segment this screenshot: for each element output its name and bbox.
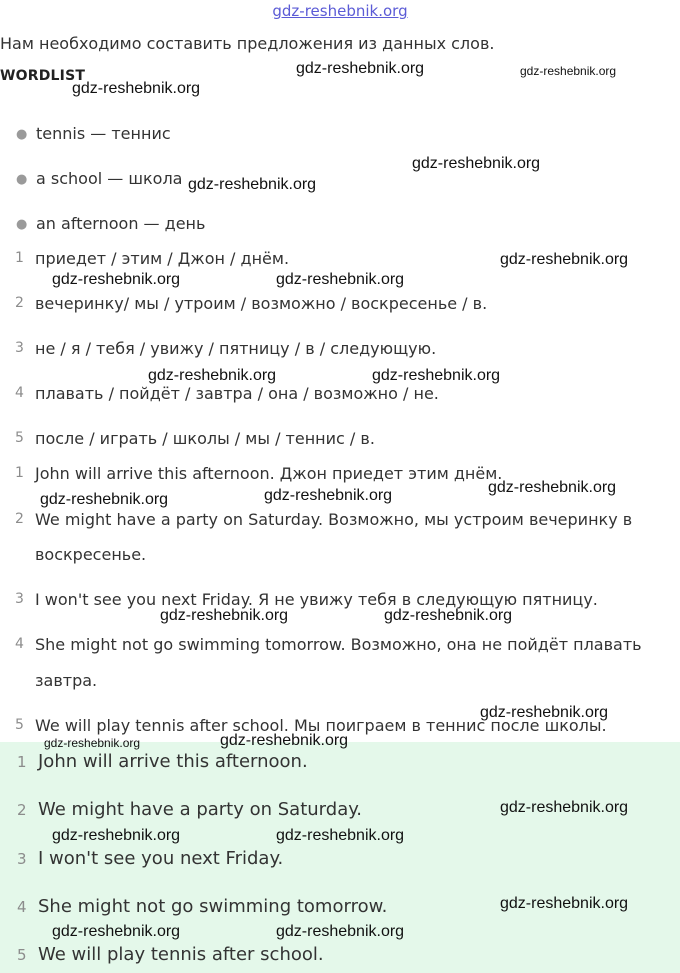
- watermark: gdz-reshebnik.org: [52, 923, 181, 940]
- watermark: gdz-reshebnik.org: [296, 60, 425, 77]
- translation-line: She might not go swimming tomorrow. Возможно, она не пойдёт плавать: [35, 635, 642, 654]
- watermark: gdz-reshebnik.org: [412, 155, 541, 172]
- item-number: 3: [17, 850, 27, 868]
- watermark: gdz-reshebnik.org: [52, 827, 181, 844]
- item-number: 1: [15, 250, 24, 266]
- item-number: 5: [15, 717, 24, 733]
- intro-text: Нам необходимо составить предложения из данных слов.: [0, 34, 495, 53]
- item-number: 3: [15, 591, 24, 607]
- bullet-icon: ●: [16, 217, 28, 232]
- item-number: 2: [15, 511, 24, 527]
- watermark: gdz-reshebnik.org: [500, 799, 629, 816]
- scrambled-line: не / я / тебя / увижу / пятницу / в / следующую.: [35, 339, 437, 358]
- wordlist-heading: WORDLIST: [0, 68, 86, 84]
- watermark: gdz-reshebnik.org: [500, 251, 629, 268]
- item-number: 2: [17, 801, 27, 819]
- translation-line: воскресенье.: [35, 545, 147, 564]
- watermark: gdz-reshebnik.org: [264, 487, 393, 504]
- bullet-icon: ●: [16, 127, 28, 142]
- watermark: gdz-reshebnik.org: [372, 367, 501, 384]
- wordlist-item: a school — школа: [36, 169, 183, 188]
- bullet-icon: ●: [16, 172, 28, 187]
- scrambled-line: приедет / этим / Джон / днём.: [35, 249, 290, 268]
- scrambled-line: после / играть / школы / мы / теннис / в.: [35, 429, 375, 448]
- answer-line: John will arrive this afternoon.: [38, 751, 308, 772]
- item-number: 5: [15, 430, 24, 446]
- watermark: gdz-reshebnik.org: [276, 923, 405, 940]
- watermark: gdz-reshebnik.org: [148, 367, 277, 384]
- watermark: gdz-reshebnik.org: [276, 271, 405, 288]
- watermark: gdz-reshebnik.org: [44, 736, 141, 750]
- watermark: gdz-reshebnik.org: [220, 732, 349, 749]
- watermark: gdz-reshebnik.org: [72, 80, 201, 97]
- watermark: gdz-reshebnik.org: [488, 479, 617, 496]
- answer-line: We will play tennis after school.: [38, 944, 324, 965]
- watermark: gdz-reshebnik.org: [520, 64, 617, 78]
- watermark: gdz-reshebnik.org: [384, 607, 513, 624]
- answer-line: She might not go swimming tomorrow.: [38, 896, 388, 917]
- item-number: 5: [17, 946, 27, 964]
- wordlist-item: tennis — теннис: [36, 124, 171, 143]
- watermark: gdz-reshebnik.org: [40, 491, 169, 508]
- header-watermark-link[interactable]: gdz-reshebnik.org: [272, 2, 408, 20]
- answer-line: I won't see you next Friday.: [38, 848, 284, 869]
- translation-line: John will arrive this afternoon. Джон приедет этим днём.: [35, 464, 503, 483]
- translation-line: I won't see you next Friday. Я не увижу тебя в следующую пятницу.: [35, 590, 598, 609]
- translation-line: We might have a party on Saturday. Возможно, мы устроим вечеринку в: [35, 510, 633, 529]
- item-number: 4: [15, 636, 24, 652]
- item-number: 2: [15, 295, 24, 311]
- answer-line: We might have a party on Saturday.: [38, 799, 363, 820]
- wordlist-item: an afternoon — день: [36, 214, 206, 233]
- item-number: 1: [17, 753, 27, 771]
- item-number: 1: [15, 465, 24, 481]
- item-number: 4: [15, 385, 24, 401]
- translation-line: We will play tennis after school. Мы поиграем в теннис после школы.: [35, 716, 607, 735]
- watermark: gdz-reshebnik.org: [52, 271, 181, 288]
- watermark: gdz-reshebnik.org: [276, 827, 405, 844]
- item-number: 4: [17, 898, 27, 916]
- watermark: gdz-reshebnik.org: [500, 895, 629, 912]
- item-number: 3: [15, 340, 24, 356]
- watermark: gdz-reshebnik.org: [480, 704, 609, 721]
- translation-line: завтра.: [35, 671, 98, 690]
- scrambled-line: вечеринку/ мы / утроим / возможно / воскресенье / в.: [35, 294, 488, 313]
- scrambled-line: плавать / пойдёт / завтра / она / возможно / не.: [35, 384, 439, 403]
- watermark: gdz-reshebnik.org: [160, 607, 289, 624]
- watermark: gdz-reshebnik.org: [188, 176, 317, 193]
